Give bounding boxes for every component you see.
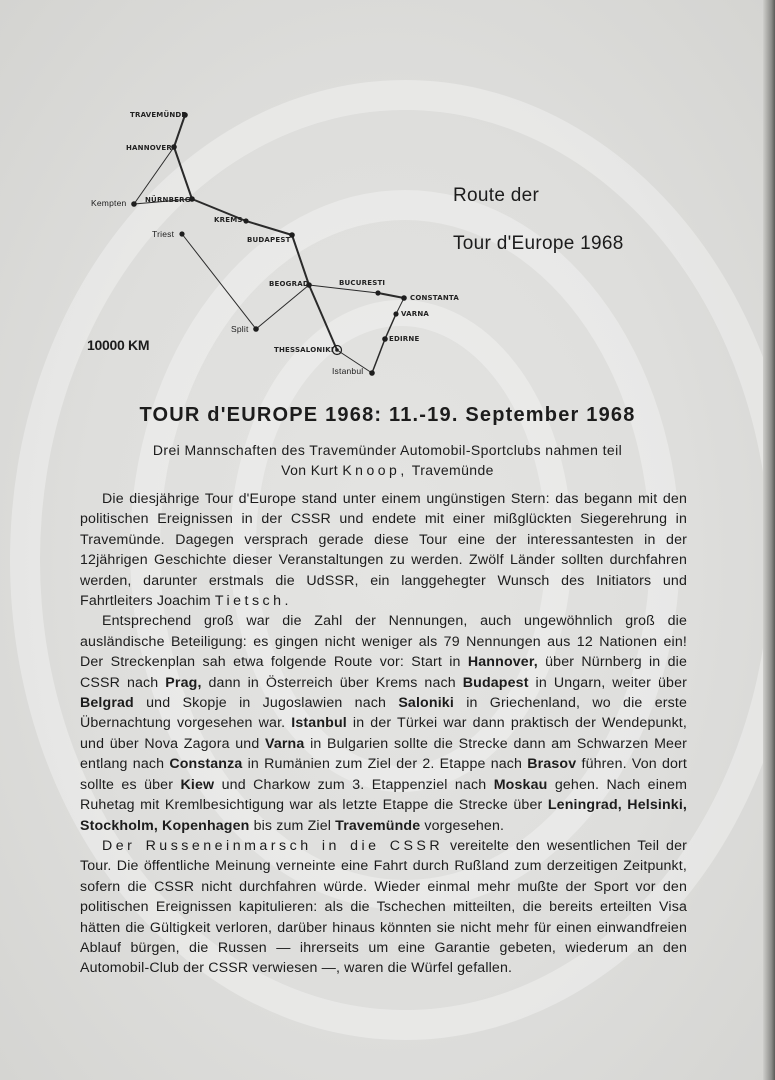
byline-suffix: Travemünde: [411, 462, 494, 478]
city-label-budapest: BUDAPEST: [247, 236, 291, 244]
city-label-travemuende: TRAVEMÜNDE: [130, 111, 187, 119]
city-label-beograd: BEOGRAD: [269, 280, 309, 288]
city-label-nuernberg: NÜRNBERG: [145, 196, 191, 204]
p2-text: in der Türkei war dann praktisch der Wendepunkt, und über Nova Zagora und: [80, 715, 687, 752]
p2-text: vorgesehen.: [424, 817, 505, 834]
p2-bold-constanza: Constanza: [169, 756, 243, 773]
p2-bold-cities: Leningrad, Helsinki, Stockholm, Kopenhagen: [80, 797, 688, 834]
p2-bold-travemuende: Travemünde: [335, 817, 421, 834]
paragraph-3: [80, 836, 687, 979]
city-label-istanbul: Istanbul: [332, 366, 364, 376]
paragraph-1: [80, 489, 687, 611]
p2-text: bis zum Ziel: [253, 817, 332, 834]
paragraph-2: [80, 611, 687, 835]
city-label-triest: Triest: [152, 229, 175, 239]
city-label-thessaloniki: THESSALONIKI: [274, 346, 334, 354]
route-title-line2: Tour d'Europe 1968: [453, 233, 624, 254]
city-label-split: Split: [231, 324, 249, 334]
paragraph-1-text: Die diesjährige Tour d'Europe stand unter einem ungünstigen Stern: das begann mit den politischen Ereignissen in der CSSR und endete mit einer mißglückten Siegerehrung in Travemünde. Dagegen versprach gerade diese Tour eine der interessantesten in der 12jährigen Geschichte dieser Veranstaltungen zu werden. Zwölf Länder sollten durchfahren werden, darunter erstmals die UdSSR, ein langgehegter Wunsch des Initiators und Fahrtleiters Joachim: [80, 491, 687, 610]
p2-text: gehen. Nach einem Ruhetag mit Kremlbesichtigung war als letzte Etappe die Strecke über: [80, 776, 688, 814]
p2-text: und Skopje in Jugoslawien nach: [146, 695, 387, 712]
p2-text: Entsprechend groß war die Zahl der Nennungen, auch ungewöhnlich groß die ausländische Beteiligung: es gingen nicht weniger als 79 Nennungen aus 12 Nationen ein! Der Streckenplan sah etwa folgende Route vor: Start in: [80, 613, 687, 671]
p2-text: in Griechenland, wo die erste Übernachtung vorgesehen war.: [80, 695, 687, 732]
p2-bold-budapest: Budapest: [462, 674, 529, 691]
city-label-constanta: CONSTANTA: [410, 294, 459, 302]
p2-bold-istanbul: Istanbul: [291, 715, 347, 732]
p3-text: vereitelte den wesentlichen Teil der Tour. Die öffentliche Meinung verneinte eine Fahrt durch Rußland zum derzeitigen Zeitpunkt, sofern die CSSR nicht durchfahren würde. Wieder einmal mehr mußte der Sport vor den politischen Ereignissen kapitulieren: als die Tschechen mitteilten, die bereits erteilten Visa hätten die Gültigkeit verloren, darüber hinaus könnten sie nicht mehr für einen einwandfreien Ablauf bürgen, die Russen — ihrerseits um eine Garantie gebeten, wiederum an den Automobil-Club der CSSR verwiesen —, waren die Würfel gefallen.: [80, 837, 687, 977]
article-byline: [0, 462, 775, 478]
city-label-edirne: EDIRNE: [389, 335, 420, 343]
city-label-bucuresti: BUCURESTI: [339, 279, 386, 287]
article-headline: TOUR d'EUROPE 1968: 11.-19. September 1968: [139, 404, 636, 426]
page-binding-shadow: [763, 0, 775, 1080]
city-label-hannover: HANNOVER: [126, 144, 172, 152]
p2-text: in Bulgarien sollte die Strecke dann am Schwarzen Meer entlang nach: [80, 735, 687, 773]
p2-bold-kiew: Kiew: [180, 776, 215, 793]
p2-text: in Rumänien zum Ziel der 2. Etappe nach: [247, 756, 523, 773]
p2-text: dann in Österreich über Krems nach: [208, 674, 456, 691]
tietsch-name: Tietsch.: [214, 593, 292, 610]
route-title: [453, 172, 624, 268]
p2-text: in Ungarn, weiter über: [535, 674, 687, 691]
p2-text: über Nürnberg in die CSSR nach: [80, 654, 688, 691]
p2-bold-prag: Prag,: [165, 674, 202, 691]
p2-text: führen. Von dort sollte es über: [80, 756, 688, 793]
p2-text: und Charkow zum 3. Etappenziel nach: [221, 776, 487, 793]
p2-bold-hannover: Hannover,: [467, 654, 538, 671]
p2-bold-saloniki: Saloniki: [398, 695, 454, 712]
p3-lead: Der Russeneinmarsch in die CSSR: [102, 837, 444, 854]
city-label-kempten: Kempten: [91, 198, 127, 208]
article-body: [80, 489, 687, 979]
route-title-line1: Route der: [453, 185, 540, 206]
p2-bold-brasov: Brasov: [527, 756, 577, 773]
byline-prefix: Von Kurt: [281, 462, 339, 478]
city-label-varna: VARNA: [401, 310, 430, 318]
p2-bold-belgrad: Belgrad: [80, 695, 134, 712]
p2-bold-varna: Varna: [265, 735, 305, 752]
author-name: Knoop,: [342, 462, 408, 478]
p2-bold-moskau: Moskau: [493, 776, 548, 793]
city-label-krems: KREMS: [214, 216, 243, 224]
distance-label: 10000 KM: [87, 337, 150, 353]
article-subtitle: Drei Mannschaften des Travemünder Automobil-Sportclubs nahmen teil: [152, 442, 623, 458]
